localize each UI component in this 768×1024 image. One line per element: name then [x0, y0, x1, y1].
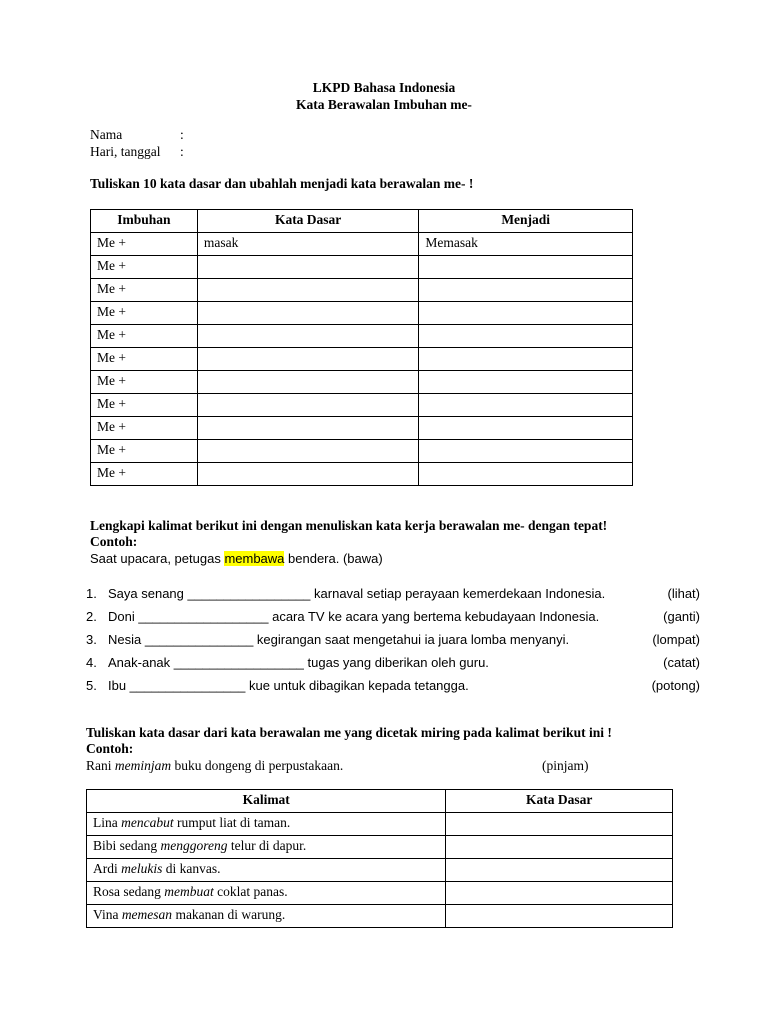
- header-imbuhan: Imbuhan: [91, 210, 198, 233]
- sentence-text: Doni __________________ acara TV ke acara yang bertema kebudayaan Indonesia.: [108, 609, 600, 624]
- affix-table-row: [91, 325, 633, 348]
- sentence-italic-word: membuat: [164, 884, 214, 899]
- menjadi-cell[interactable]: [419, 417, 633, 440]
- affix-table-row: [91, 256, 633, 279]
- affix-table-row: [91, 417, 633, 440]
- affix-table-row: [91, 463, 633, 486]
- imbuhan-cell: Me +: [91, 279, 198, 302]
- header-kata-dasar-2: Kata Dasar: [446, 790, 673, 813]
- sentence-before: Vina: [93, 907, 122, 922]
- sentence-after: makanan di warung.: [172, 907, 286, 922]
- affix-table-row: [91, 394, 633, 417]
- imbuhan-cell: Me +: [91, 325, 198, 348]
- header-menjadi: Menjadi: [419, 210, 633, 233]
- imbuhan-cell: Me +: [91, 371, 198, 394]
- menjadi-cell[interactable]: [419, 256, 633, 279]
- affix-table-row: [91, 440, 633, 463]
- sentence-italic-word: memesan: [121, 907, 173, 922]
- kata-dasar-cell[interactable]: [197, 463, 419, 486]
- kata-dasar-cell[interactable]: [197, 348, 419, 371]
- menjadi-cell[interactable]: Memasak: [419, 233, 633, 256]
- root-word-answer-cell[interactable]: [446, 813, 673, 836]
- affix-table-header: [91, 210, 633, 233]
- affix-table-row: [91, 348, 633, 371]
- date-label: Hari, tanggal: [90, 144, 161, 159]
- sentence-number: 2.: [86, 609, 97, 624]
- worksheet-title: LKPD Bahasa Indonesia: [312, 80, 456, 95]
- sentence-before: Lina: [93, 815, 122, 830]
- root-word-table-row: [87, 813, 673, 836]
- sentence-italic-word: menggoreng: [160, 838, 228, 853]
- root-word-table-row: [87, 836, 673, 859]
- menjadi-cell[interactable]: [419, 302, 633, 325]
- kata-dasar-cell[interactable]: [197, 256, 419, 279]
- menjadi-cell[interactable]: [419, 371, 633, 394]
- menjadi-cell[interactable]: [419, 394, 633, 417]
- root-word-table: [86, 789, 673, 928]
- sentence-hint: (ganti): [663, 609, 700, 624]
- sentence-item: [86, 653, 700, 673]
- section2-instruction: Lengkapi kalimat berikut ini dengan menuliskan kata kerja berawalan me- dengan tepat!: [90, 518, 608, 533]
- sentence-number: 4.: [86, 655, 97, 670]
- sentence-text: Nesia _______________ kegirangan saat mengetahui ia juara lomba menyanyi.: [108, 632, 570, 647]
- sentence-after: telur di dapur.: [227, 838, 307, 853]
- section3-example-label: Contoh:: [86, 741, 134, 756]
- example3-after: buku dongeng di perpustakaan.: [171, 758, 344, 773]
- example3-before: Rani: [86, 758, 115, 773]
- sentence-item: [86, 676, 700, 696]
- sentence-number: 3.: [86, 632, 97, 647]
- sentence-italic-word: melukis: [121, 861, 163, 876]
- sentence-item: [86, 584, 700, 604]
- sentence-text: Anak-anak __________________ tugas yang diberikan oleh guru.: [108, 655, 489, 670]
- root-word-table-row: [87, 859, 673, 882]
- kata-dasar-cell[interactable]: [197, 394, 419, 417]
- menjadi-cell[interactable]: [419, 348, 633, 371]
- sentence-hint: (lihat): [667, 586, 700, 601]
- header-kata-dasar: Kata Dasar: [197, 210, 419, 233]
- name-colon: :: [180, 127, 184, 142]
- example-highlight: membawa: [224, 551, 285, 566]
- sentence-after: coklat panas.: [213, 884, 288, 899]
- root-word-table-header: [87, 790, 673, 813]
- affix-table-row: [91, 302, 633, 325]
- section3-instruction: Tuliskan kata dasar dari kata berawalan me yang dicetak miring pada kalimat berikut ini !: [86, 725, 612, 740]
- affix-table: [90, 209, 633, 486]
- sentence-hint: (potong): [651, 678, 700, 693]
- kata-dasar-cell[interactable]: [197, 325, 419, 348]
- section3-example-answer: (pinjam): [542, 758, 589, 773]
- menjadi-cell[interactable]: [419, 463, 633, 486]
- sentence-cell: [87, 905, 446, 928]
- example3-italic: meminjam: [114, 758, 172, 773]
- sentence-cell: [87, 836, 446, 859]
- sentence-italic-word: mencabut: [121, 815, 174, 830]
- root-word-answer-cell[interactable]: [446, 836, 673, 859]
- date-colon: :: [180, 144, 184, 159]
- kata-dasar-cell[interactable]: [197, 302, 419, 325]
- imbuhan-cell: Me +: [91, 417, 198, 440]
- root-word-answer-cell[interactable]: [446, 905, 673, 928]
- sentence-item: [86, 630, 700, 650]
- worksheet-subtitle: Kata Berawalan Imbuhan me-: [296, 97, 472, 112]
- section1-instruction: Tuliskan 10 kata dasar dan ubahlah menjadi kata berawalan me- !: [90, 176, 474, 191]
- sentence-text: Saya senang _________________ karnaval setiap perayaan kemerdekaan Indonesia.: [108, 586, 606, 601]
- sentence-after: rumput liat di taman.: [173, 815, 291, 830]
- example-text-after: bendera. (bawa): [284, 551, 383, 566]
- menjadi-cell[interactable]: [419, 440, 633, 463]
- kata-dasar-cell[interactable]: [197, 279, 419, 302]
- sentence-hint: (catat): [663, 655, 700, 670]
- imbuhan-cell: Me +: [91, 348, 198, 371]
- root-word-answer-cell[interactable]: [446, 859, 673, 882]
- affix-table-row: [91, 279, 633, 302]
- sentence-number: 1.: [86, 586, 97, 601]
- sentence-cell: [87, 859, 446, 882]
- menjadi-cell[interactable]: [419, 279, 633, 302]
- menjadi-cell[interactable]: [419, 325, 633, 348]
- imbuhan-cell: Me +: [91, 302, 198, 325]
- section2-example: [90, 551, 383, 566]
- root-word-answer-cell[interactable]: [446, 882, 673, 905]
- sentence-item: [86, 607, 700, 627]
- sentence-cell: [87, 882, 446, 905]
- imbuhan-cell: Me +: [91, 256, 198, 279]
- section3-example: [86, 758, 343, 774]
- affix-table-row: [91, 371, 633, 394]
- section2-example-label: Contoh:: [90, 534, 138, 549]
- root-word-table-row: [87, 882, 673, 905]
- sentence-after: di kanvas.: [162, 861, 221, 876]
- imbuhan-cell: Me +: [91, 440, 198, 463]
- imbuhan-cell: Me +: [91, 463, 198, 486]
- root-word-table-row: [87, 905, 673, 928]
- sentence-text: Ibu ________________ kue untuk dibagikan kepada tetangga.: [108, 678, 469, 693]
- imbuhan-cell: Me +: [91, 394, 198, 417]
- kata-dasar-cell[interactable]: [197, 440, 419, 463]
- sentence-before: Ardi: [93, 861, 122, 876]
- kata-dasar-cell[interactable]: [197, 417, 419, 440]
- sentence-hint: (lompat): [652, 632, 700, 647]
- affix-table-row: [91, 233, 633, 256]
- header-kalimat: Kalimat: [87, 790, 446, 813]
- name-label: Nama: [90, 127, 123, 142]
- sentence-number: 5.: [86, 678, 97, 693]
- example-text-before: Saat upacara, petugas: [90, 551, 225, 566]
- sentence-before: Bibi sedang: [93, 838, 161, 853]
- sentence-before: Rosa sedang: [93, 884, 165, 899]
- kata-dasar-cell[interactable]: [197, 371, 419, 394]
- sentence-cell: [87, 813, 446, 836]
- kata-dasar-cell[interactable]: masak: [197, 233, 419, 256]
- imbuhan-cell: Me +: [91, 233, 198, 256]
